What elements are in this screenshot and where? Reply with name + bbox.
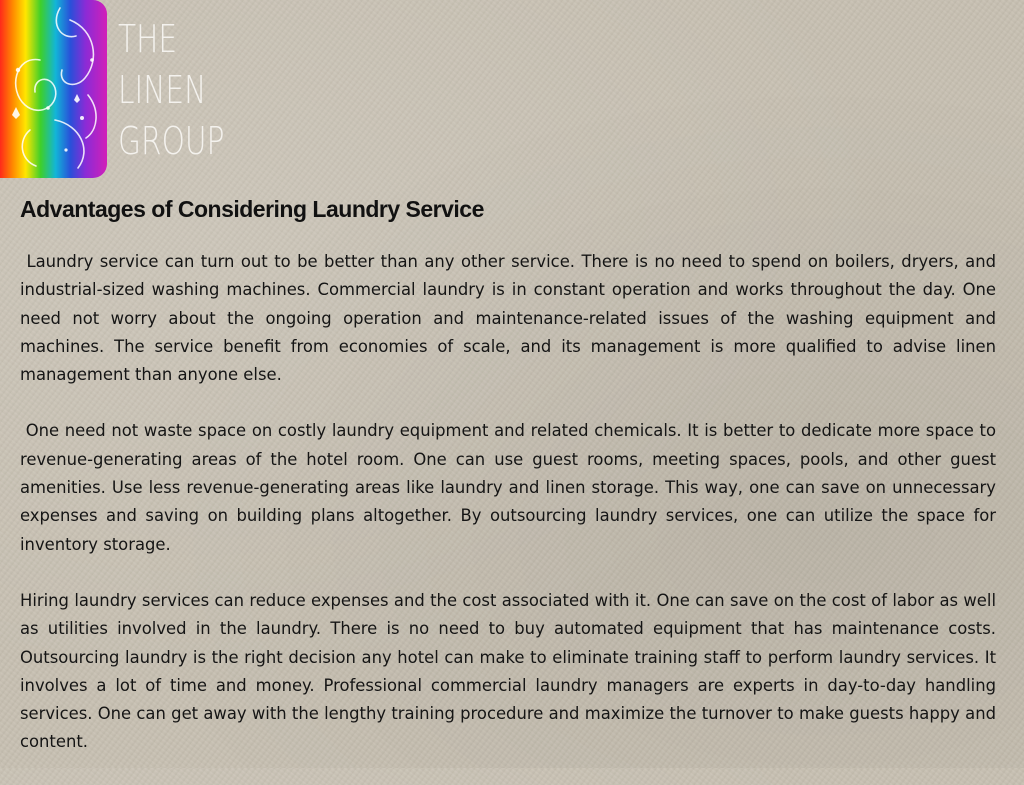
article xyxy=(20,194,1002,785)
paragraph-1: Laundry service can turn out to be better than any other service. There is no need to spend on boilers, dryers, and industrial-sized washing machines. Commercial laundry is in constant operation and works throughout the day. One need not worry about the ongoing operation and maintenance-related issues of the washing equipment and machines. The service benefit from economies of scale, and its management is more qualified to advise linen management than anyone else. xyxy=(20,252,1002,385)
logo-wordmark xyxy=(118,14,224,167)
page-title: Advantages of Considering Laundry Service xyxy=(20,196,484,222)
logo-line-1: THE xyxy=(118,17,178,61)
logo xyxy=(0,0,240,180)
floral-swirl-icon xyxy=(0,0,107,178)
logo-line-3: GROUP xyxy=(118,119,225,163)
paragraph-3: Hiring laundry services can reduce expenses and the cost associated with it. One can save on the cost of labor as well as utilities involved in the laundry. There is no need to buy automated equipment that has maintenance costs. Outsourcing laundry is the right decision any hotel can make to eliminate training staff to perform laundry services. It involves a lot of time and money. Professional commercial laundry managers are experts in day-to-day handling services. One can get away with the lengthy training procedure and maximize the turnover to make guests happy and content. xyxy=(20,590,1002,752)
logo-mark xyxy=(0,0,107,178)
logo-line-2: LINEN xyxy=(118,68,207,112)
paragraph-2: One need not waste space on costly laundry equipment and related chemicals. It is better to dedicate more space to revenue-generating areas of the hotel room. One can use guest rooms, meeting spaces, pools, and other guest amenities. Use less revenue-generating areas like laundry and linen storage. This way, one can save on unnecessary expenses and saving on building plans altogether. By outsourcing laundry services, one can utilize the space for inventory storage. xyxy=(20,421,1002,554)
